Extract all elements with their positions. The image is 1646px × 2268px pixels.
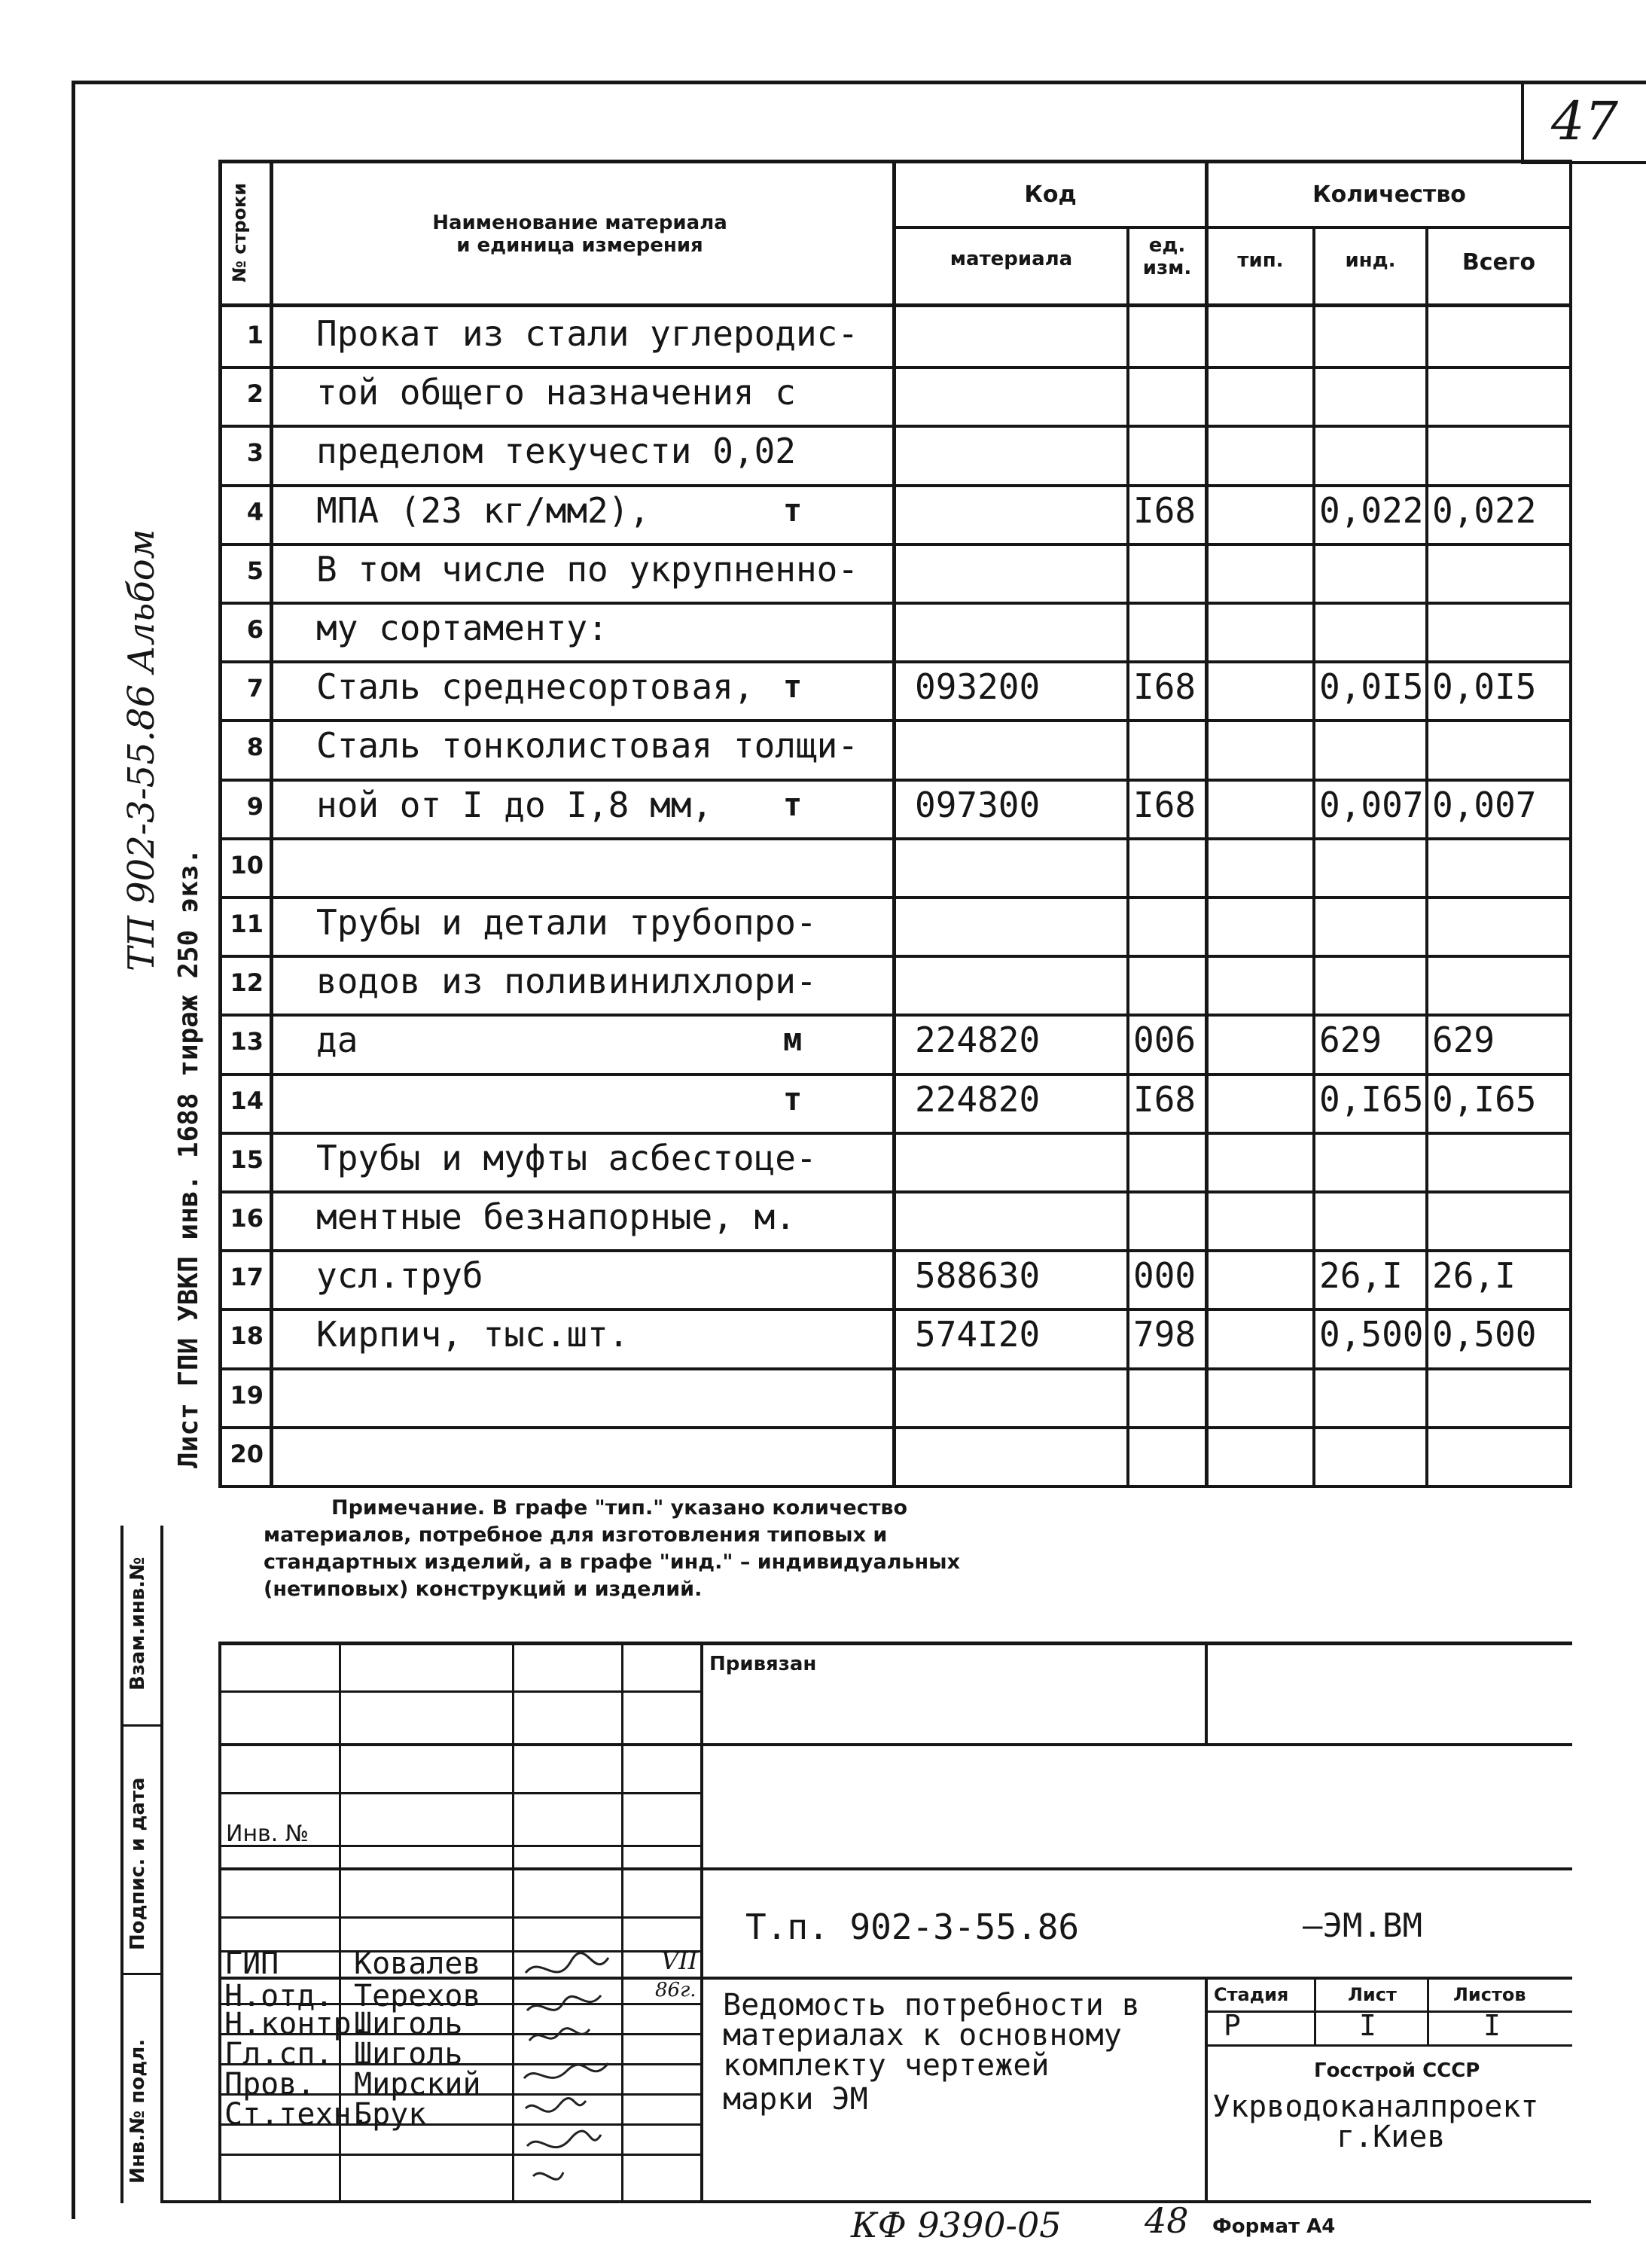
- header-qty-typ: тип.: [1237, 249, 1284, 272]
- stage-value: Р: [1224, 2009, 1241, 2042]
- stamp-person-name: Мирский: [354, 2067, 481, 2102]
- title-line-3: комплекту чертежей: [723, 2048, 1050, 2083]
- stamp-vline-8: [1427, 1977, 1429, 2044]
- material-unit: м: [783, 1021, 803, 1058]
- row-line: [218, 1132, 1572, 1135]
- row-number: 2: [246, 380, 264, 408]
- row-number: 20: [230, 1440, 264, 1468]
- stamp-vline-5: [1205, 1642, 1208, 1743]
- header-row-no: № строки: [229, 182, 250, 282]
- inv-no-label: Инв. №: [226, 1821, 309, 1847]
- stamp-vline-0: [218, 1642, 221, 2202]
- material-name: Кирпич, тыс.шт.: [316, 1314, 629, 1355]
- material-unit: т: [783, 492, 803, 529]
- ind-cell: 26,I: [1319, 1255, 1403, 1296]
- ind-cell: 0,I65: [1319, 1079, 1424, 1120]
- row-line: [218, 1249, 1572, 1252]
- page-number-box-left: [1521, 81, 1524, 163]
- material-unit: т: [783, 668, 803, 705]
- note-line-4: (нетиповых) конструкций и изделий.: [264, 1578, 703, 1601]
- sheets-label: Листов: [1453, 1984, 1526, 2005]
- header-mid-line: [892, 226, 1572, 229]
- side-podpis: Подпис. и дата: [126, 1777, 149, 1950]
- stamp-vline-4: [700, 1642, 703, 2202]
- code-cell: 097300: [915, 785, 1041, 825]
- unit-code-cell: I68: [1133, 666, 1196, 707]
- header-qty-total: Всего: [1462, 249, 1536, 276]
- row-line: [218, 425, 1572, 428]
- footer-page: 48: [1145, 2200, 1189, 2241]
- row-number: 7: [246, 674, 264, 703]
- row-number: 14: [230, 1087, 264, 1115]
- row-number: 18: [230, 1321, 264, 1350]
- row-number: 1: [246, 321, 264, 349]
- ind-cell: 629: [1319, 1020, 1382, 1060]
- row-number: 13: [230, 1027, 264, 1056]
- row-line: [218, 1308, 1572, 1311]
- side-sep-h1: [120, 1724, 163, 1727]
- stage-label: Стадия: [1214, 1984, 1289, 2005]
- stamp-person-name: Шиголь: [354, 2007, 463, 2041]
- material-unit: т: [783, 786, 803, 823]
- code-cell: 574I20: [915, 1314, 1041, 1355]
- row-number: 8: [246, 733, 264, 761]
- stamp-hline-a: [218, 1690, 700, 1693]
- col-line-1: [270, 160, 273, 1485]
- stamp-person-name: Шиголь: [354, 2037, 463, 2071]
- col-line-3: [1126, 226, 1129, 1485]
- org-line-2: Укрводоканалпроект: [1212, 2090, 1539, 2124]
- privyazan-label: Привязан: [709, 1653, 817, 1675]
- header-qty-ind: инд.: [1345, 249, 1396, 272]
- header-code-group: Код: [1024, 181, 1077, 208]
- row-line: [218, 779, 1572, 782]
- org-line-1: Госстрой СССР: [1314, 2059, 1480, 2082]
- unit-code-cell: 000: [1133, 1255, 1196, 1296]
- row-number: 5: [246, 556, 264, 585]
- row-line: [218, 1073, 1572, 1076]
- material-name: той общего назначения с: [316, 372, 796, 413]
- col-line-0: [218, 160, 222, 1485]
- sheet-value: I: [1359, 2009, 1376, 2042]
- stamp-role: Ст.техн.: [224, 2097, 370, 2132]
- side-inv-podl: Инв.№ подл.: [126, 2038, 149, 2184]
- header-code-material: материала: [949, 248, 1073, 270]
- frame-left-line: [72, 81, 75, 2219]
- row-number: 15: [230, 1145, 264, 1174]
- row-line: [218, 1014, 1572, 1017]
- code-cell: 588630: [915, 1255, 1041, 1296]
- total-cell: 629: [1432, 1020, 1495, 1060]
- sheets-value: I: [1483, 2009, 1501, 2042]
- side-sep-h2: [120, 1973, 163, 1975]
- material-name: водов из поливинилхлори-: [316, 961, 817, 1001]
- org-line-3: г.Киев: [1337, 2120, 1446, 2154]
- title-line-1: Ведомость потребности в: [723, 1988, 1140, 2023]
- stamp-hline-e: [218, 1867, 1572, 1870]
- material-name: Сталь среднесортовая,: [316, 666, 754, 707]
- row-line: [218, 1426, 1572, 1429]
- col-line-2: [892, 160, 896, 1485]
- frame-inner-left-line: [160, 1526, 163, 2203]
- material-name: пределом текучести 0,02: [316, 431, 796, 471]
- note-line-2: материалов, потребное для изготовления типовых и: [264, 1523, 888, 1547]
- ind-cell: 0,007: [1319, 785, 1424, 825]
- side-album: ТП 902-3-55.86 Альбом: [120, 529, 163, 971]
- material-name: му сортаменту:: [316, 608, 608, 648]
- sheet-label: Лист: [1348, 1984, 1397, 2005]
- total-cell: 0,022: [1432, 490, 1537, 531]
- stamp-person-name: Терехов: [354, 1979, 481, 2013]
- material-name: МПА (23 кг/мм2),: [316, 490, 651, 531]
- ind-cell: 0,500: [1319, 1314, 1424, 1355]
- side-vzam: Взам.инв.№: [126, 1556, 149, 1690]
- ind-cell: 0,022: [1319, 490, 1424, 531]
- doc-number: Т.п. 902-3-55.86: [745, 1907, 1080, 1947]
- stamp-top-line: [218, 1642, 1572, 1645]
- header-top-line: [218, 160, 1572, 163]
- signatures-graphic: [518, 1950, 631, 2206]
- doc-suffix: –ЭМ.ВМ: [1303, 1907, 1422, 1945]
- stamp-role: Н.отд.: [224, 1979, 334, 2013]
- row-line: [218, 1190, 1572, 1193]
- unit-code-cell: I68: [1133, 1079, 1196, 1120]
- row-line: [218, 484, 1572, 487]
- stamp-person-name: Брук: [354, 2097, 427, 2132]
- title-line-4: марки ЭМ: [723, 2082, 868, 2117]
- material-unit: т: [783, 1081, 803, 1117]
- material-name: Прокат из стали углеродис-: [316, 313, 859, 354]
- row-number: 16: [230, 1204, 264, 1233]
- stamp-role: Н.контр.: [224, 2007, 370, 2041]
- stamp-hline-b: [218, 1743, 1572, 1746]
- ind-cell: 0,0I5: [1319, 666, 1424, 707]
- row-number: 12: [230, 968, 264, 997]
- material-name: ной от I до I,8 мм,: [316, 785, 713, 825]
- stamp-role: Пров.: [224, 2067, 315, 2102]
- total-cell: 0,0I5: [1432, 666, 1537, 707]
- row-line: [218, 660, 1572, 663]
- col-line-4: [1205, 160, 1209, 1485]
- col-line-7: [1569, 160, 1572, 1485]
- unit-code-cell: 798: [1133, 1314, 1196, 1355]
- material-name: Трубы и детали трубопро-: [316, 902, 817, 943]
- frame-bottom-line: [160, 2200, 1591, 2203]
- stamp-role: Гл.сп.: [224, 2037, 334, 2071]
- date-2: 86г.: [655, 1979, 697, 2001]
- row-number: 4: [246, 498, 264, 526]
- total-cell: 26,I: [1432, 1255, 1516, 1296]
- stamp-role: ГИП: [224, 1946, 279, 1981]
- stamp-vline-7: [1314, 1977, 1316, 2044]
- stamp-hline-f: [218, 1916, 700, 1919]
- stamp-person-name: Ковалев: [354, 1946, 481, 1981]
- row-number: 19: [230, 1381, 264, 1410]
- material-name: Трубы и муфты асбестоце-: [316, 1138, 817, 1178]
- total-cell: 0,I65: [1432, 1079, 1537, 1120]
- code-cell: 224820: [915, 1020, 1041, 1060]
- note-line-1: Примечание. В графе "тип." указано количество: [331, 1496, 908, 1520]
- date-1: VII: [661, 1946, 698, 1975]
- material-name: ментные безнапорные, м.: [316, 1196, 796, 1237]
- stamp-vline-6: [1205, 1977, 1208, 2202]
- row-line: [218, 1485, 1572, 1488]
- row-line: [218, 602, 1572, 605]
- unit-code-cell: I68: [1133, 785, 1196, 825]
- row-line: [218, 837, 1572, 840]
- unit-code-cell: I68: [1133, 490, 1196, 531]
- row-number: 17: [230, 1263, 264, 1291]
- row-line: [218, 896, 1572, 899]
- material-name: да: [316, 1020, 358, 1060]
- material-name: Сталь тонколистовая толщи-: [316, 725, 859, 766]
- material-name: усл.труб: [316, 1255, 483, 1296]
- col-line-6: [1425, 226, 1428, 1485]
- title-line-2: материалах к основному: [723, 2018, 1122, 2053]
- row-number: 6: [246, 615, 264, 644]
- row-number: 3: [246, 438, 264, 467]
- header-bottom-line: [218, 303, 1572, 307]
- stamp-hline-p: [1205, 2044, 1572, 2047]
- code-cell: 093200: [915, 666, 1041, 707]
- stamp-hline-o: [1205, 2010, 1572, 2013]
- row-line: [218, 543, 1572, 546]
- col-line-5: [1312, 226, 1315, 1485]
- material-name: В том числе по укрупненно-: [316, 549, 859, 590]
- row-line: [218, 719, 1572, 722]
- stamp-hline-c: [218, 1792, 700, 1794]
- note-line-3: стандартных изделий, а в графе "инд." – индивидуальных: [264, 1550, 961, 1574]
- total-cell: 0,500: [1432, 1314, 1537, 1355]
- footer-kf: КФ 9390-05: [851, 2205, 1062, 2245]
- row-number: 9: [246, 792, 264, 821]
- footer-format: Формат А4: [1212, 2215, 1336, 2238]
- row-line: [218, 366, 1572, 369]
- row-line: [218, 955, 1572, 958]
- total-cell: 0,007: [1432, 785, 1537, 825]
- side-copied: Лист ГПИ УВКП инв. 1688 тираж 250 экз.: [173, 848, 204, 1468]
- row-number: 11: [230, 910, 264, 938]
- frame-top-line: [72, 81, 1646, 84]
- stamp-vline-2: [512, 1642, 514, 2202]
- row-number: 10: [230, 851, 264, 879]
- side-sep-1: [120, 1526, 123, 2203]
- row-line: [218, 1367, 1572, 1370]
- page-number: 47: [1551, 90, 1619, 152]
- unit-code-cell: 006: [1133, 1020, 1196, 1060]
- header-qty-group: Количество: [1312, 181, 1466, 208]
- header-name: Наименование материала и единица измерения: [432, 212, 727, 257]
- header-code-unit: ед. изм.: [1142, 234, 1192, 279]
- code-cell: 224820: [915, 1079, 1041, 1120]
